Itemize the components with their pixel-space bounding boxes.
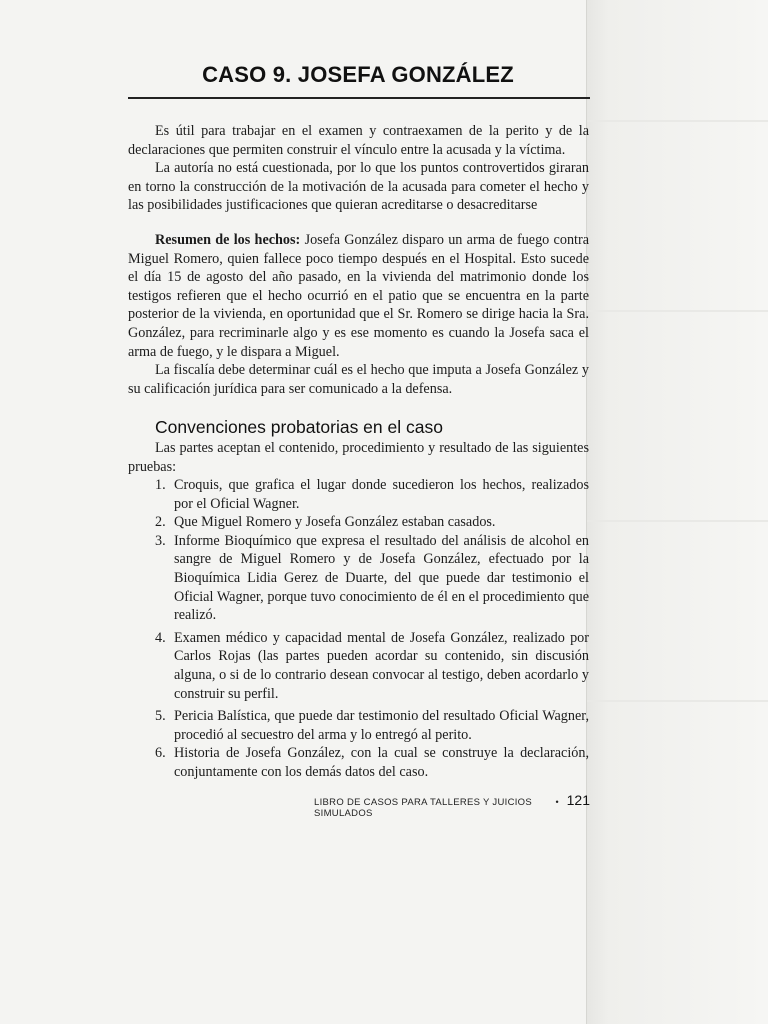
list-text: Informe Bioquímico que expresa el resultado del análisis de alcohol en sangre de Miguel Romero y de Josefa González, efectuado por la Bioquímica Lidia Gerez de Duarte, del que puede dar testimonio el Oficial Wagner, porque tuvo conocimiento de él en el procedimiento que realizó.: [174, 532, 589, 624]
title-divider: [128, 97, 590, 99]
page-footer: [314, 792, 590, 819]
summary-followup: La fiscalía debe determinar cuál es el hecho que imputa a Josefa González y su calificación jurídica para ser comunicado a la defensa.: [128, 362, 589, 397]
list-item: [128, 476, 589, 513]
intro-paragraph: La autoría no está cuestionada, por lo que los puntos controvertidos giraran en torno la construcción de la motivación de la acusada para cometer el hecho y las posibilidades justificaciones que quieran acreditarse o desacreditarse: [128, 160, 589, 214]
list-text: Examen médico y capacidad mental de Josefa González, realizado por Carlos Rojas (las partes pueden acordar su contenido, sin discusión alguna, o si de lo contrario desean convocar al testigo, deben acordarlo y construir su perfil.: [174, 629, 589, 702]
list-number: 3.: [155, 532, 166, 549]
conventions-intro: Las partes aceptan el contenido, procedimiento y resultado de las siguientes pruebas:: [128, 439, 589, 475]
list-number: 6.: [155, 745, 166, 762]
section-heading: Convenciones probatorias en el caso: [155, 417, 443, 438]
list-text: Croquis, que grafica el lugar donde sucedieron los hechos, realizados por el Oficial Wagner.: [174, 477, 589, 512]
adjacent-page-edge: [586, 0, 768, 1024]
list-number: 4.: [155, 629, 166, 646]
list-number: 1.: [155, 477, 166, 494]
list-text: Que Miguel Romero y Josefa González estaban casados.: [174, 514, 496, 531]
page-title: CASO 9. JOSEFA GONZÁLEZ: [202, 62, 514, 87]
list-item: [128, 629, 589, 703]
list-item: [128, 707, 589, 744]
list-item: [128, 513, 589, 532]
list-number: 2.: [155, 514, 166, 531]
intro-paragraph: Es útil para trabajar en el examen y contraexamen de la perito y de la declaraciones que permiten construir el vínculo entre la acusada y la víctima.: [128, 123, 589, 158]
evidence-list: [128, 476, 589, 782]
document-body: [128, 122, 589, 782]
list-text: Pericia Balística, que puede dar testimonio del resultado Oficial Wagner, procedió al secuestro del arma y lo entregó al perito.: [174, 708, 589, 743]
summary-paragraph: [128, 231, 589, 361]
book-title: LIBRO DE CASOS PARA TALLERES Y JUICIOS SIMULADOS: [314, 797, 533, 819]
list-item: [128, 532, 589, 625]
list-text: Historia de Josefa González, con la cual se construye la declaración, conjuntamente con los demás datos del caso.: [174, 745, 589, 780]
list-item: [128, 744, 589, 781]
summary-lead: Resumen de los hechos:: [155, 231, 301, 248]
list-number: 5.: [155, 708, 166, 725]
summary-text: Josefa González disparo un arma de fuego contra Miguel Romero, quien fallece poco tiempo después en el Hospital. Esto sucede el día 15 de agosto del año pasado, en la vivienda del matrimonio donde los testigos refieren que el hecho ocurrió en el patio que se encuentra en la parte posterior de la vivienda, en oportunidad que el Sr. Romero se dirige hacia la Sra. González, para recriminarle algo y es ese momento es cuando la Josefa saca el arma de fuego, y le dispara a Miguel.: [128, 231, 590, 360]
footer-separator: •: [555, 797, 559, 807]
page-number: 121: [566, 792, 590, 808]
